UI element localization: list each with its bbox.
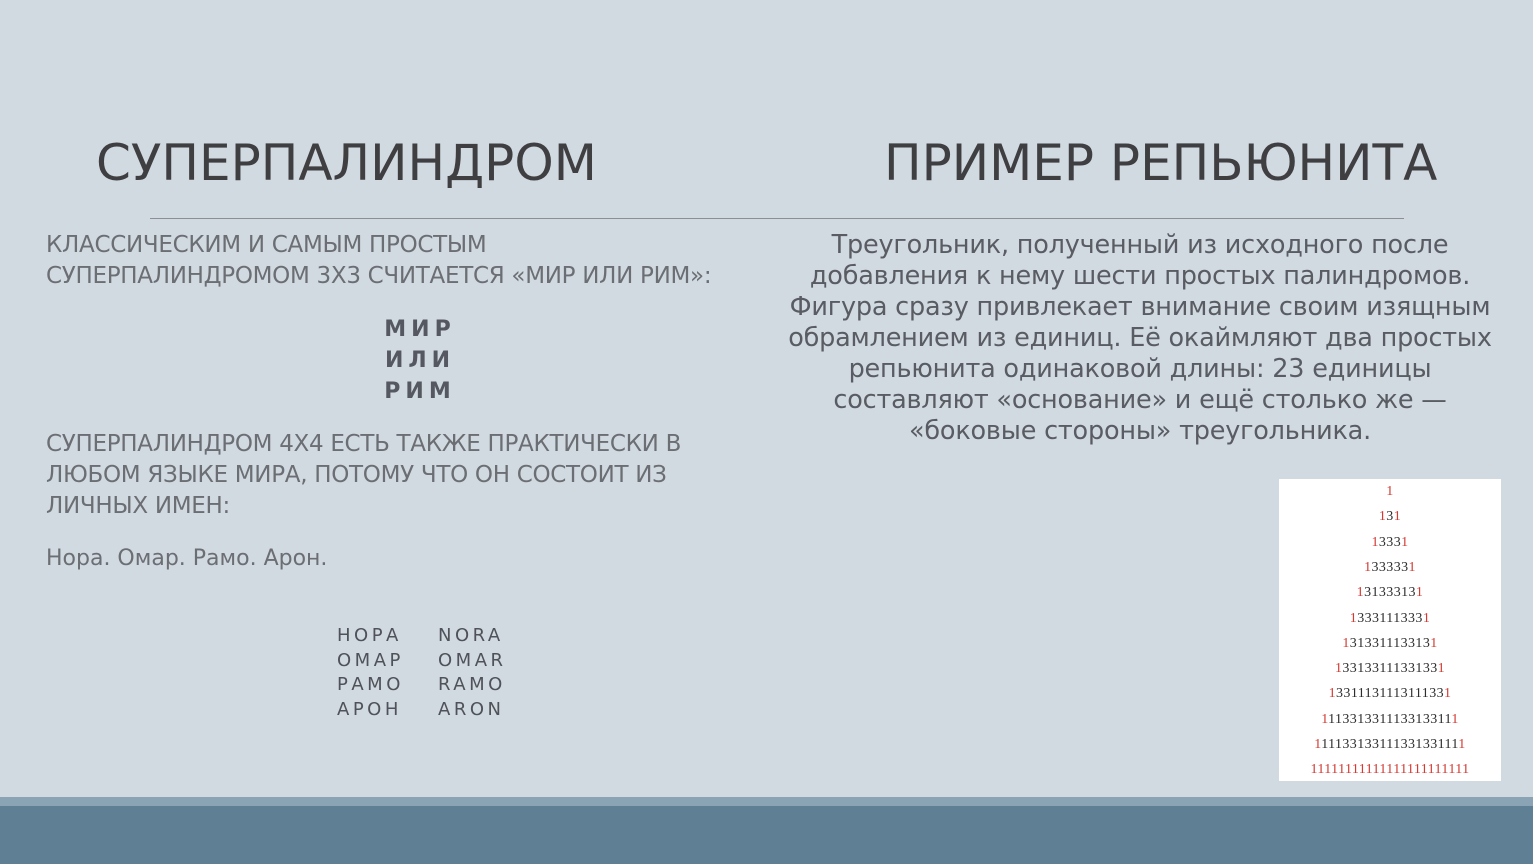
footer-band <box>0 806 1533 864</box>
title-superpalindrome: СУПЕРПАЛИНДРОМ <box>96 134 597 192</box>
word-square-row: ИЛИ <box>384 348 456 373</box>
word-square-row: ОМАР <box>337 649 404 671</box>
triangle-row: 131333131 <box>1356 585 1424 601</box>
paragraph-line: ЛИЧНЫХ ИМЕН: <box>46 493 230 519</box>
word-square-row: АРОН <box>337 698 402 720</box>
word-square-row: РАМО <box>337 674 404 695</box>
paragraph-classic-3x3 <box>46 230 711 292</box>
triangle-row: 133133111331331 <box>1334 661 1446 677</box>
title-repunit-example: ПРИМЕР РЕПЬЮНИТА <box>884 134 1438 192</box>
paragraph-line: СУПЕРПАЛИНДРОМ 4Х4 ЕСТЬ ТАКЖЕ ПРАКТИЧЕСКИ В <box>46 431 682 457</box>
paragraph-line: КЛАССИЧЕСКИМ И САМЫМ ПРОСТЫМ <box>46 232 487 258</box>
triangle-row: 13331 <box>1371 534 1409 550</box>
word-square-3x3 <box>380 314 460 407</box>
triangle-row: 13311131113111331 <box>1328 686 1452 702</box>
word-square-row: ARON <box>438 698 505 720</box>
description-line: «боковые стороны» треугольника. <box>909 416 1371 446</box>
word-square-row: РИМ <box>384 379 456 404</box>
paragraph-4x4 <box>46 429 681 522</box>
description-line: обрамлением из единиц. Её окаймляют два простых <box>788 323 1492 353</box>
triangle-row: 11111111111111111111111 <box>1310 762 1470 778</box>
word-square-row: OMAR <box>438 649 507 671</box>
triangle-row: 131 <box>1378 509 1402 525</box>
description-line: Фигура сразу привлекает внимание своим изящным <box>789 292 1491 322</box>
description-line: составляют «основание» и ещё столько же — <box>833 385 1447 415</box>
description-line: добавления к нему шести простых палиндромов. <box>809 261 1471 291</box>
word-square-4x4-russian <box>337 624 404 722</box>
word-square-4x4-latin <box>438 624 507 722</box>
names-line: Нора. Омар. Рамо. Арон. <box>46 546 328 571</box>
description-line: репьюнита одинаковой длины: 23 единицы <box>848 354 1432 384</box>
triangle-row: 1313311133131 <box>1342 635 1438 651</box>
triangle-row: 1333331 <box>1364 559 1416 575</box>
triangle-row: 1113313311133133111 <box>1321 711 1459 727</box>
title-divider <box>150 218 1404 219</box>
word-square-row: NORA <box>438 625 504 646</box>
repunit-description <box>770 230 1510 447</box>
footer-band-light <box>0 797 1533 806</box>
description-line: Треугольник, полученный из исходного после <box>831 230 1449 260</box>
triangle-row: 111133133111331331111 <box>1314 737 1466 752</box>
word-square-row: RAMO <box>438 674 506 695</box>
repunit-triangle-image <box>1279 479 1501 781</box>
paragraph-line: ЛЮБОМ ЯЗЫКЕ МИРА, ПОТОМУ ЧТО ОН СОСТОИТ ИЗ <box>46 462 667 488</box>
triangle-row: 1 <box>1386 484 1394 499</box>
word-square-row: МИР <box>384 317 456 342</box>
word-square-row: НОРА <box>337 625 402 646</box>
triangle-row: 13331113331 <box>1349 610 1431 626</box>
paragraph-line: СУПЕРПАЛИНДРОМОМ 3Х3 СЧИТАЕТСЯ «МИР ИЛИ РИМ»: <box>46 263 712 289</box>
